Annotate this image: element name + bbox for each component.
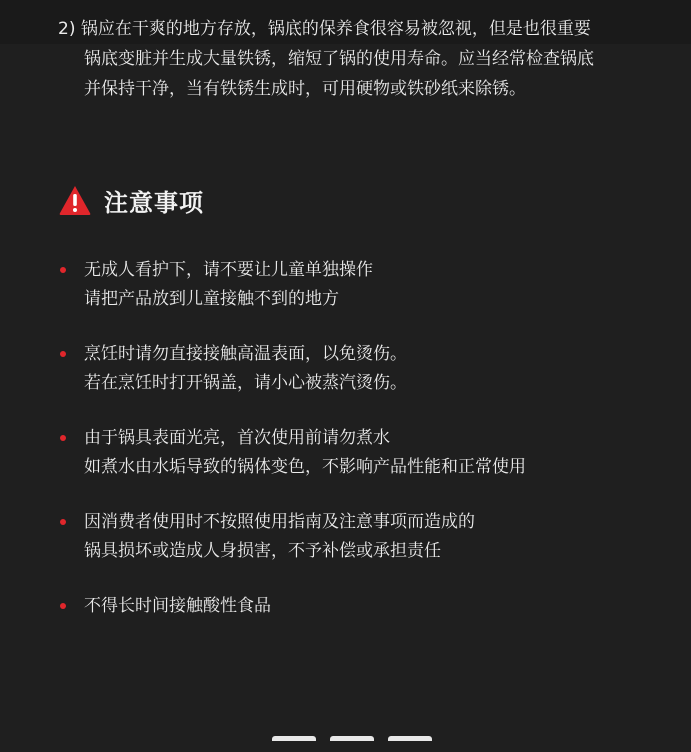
warning-triangle-icon — [58, 184, 92, 216]
bullet-icon — [60, 267, 66, 273]
bullet-icon — [60, 603, 66, 609]
item-line: 因消费者使用时不按照使用指南及注意事项而造成的 — [84, 512, 475, 532]
item-line: 烹饪时请勿直接接触高温表面，以免烫伤。 — [84, 344, 407, 364]
cropped-glyph — [272, 736, 316, 749]
list-item — [60, 256, 680, 314]
bullet-icon — [60, 519, 66, 525]
cropped-glyph — [388, 736, 432, 749]
care-instructions — [58, 14, 688, 104]
bullet-icon — [60, 435, 66, 441]
care-line: 并保持干净，当有铁锈生成时，可用硬物或铁砂纸来除锈。 — [84, 79, 526, 99]
list-item — [60, 592, 680, 621]
item-line: 请把产品放到儿童接触不到的地方 — [84, 289, 339, 309]
item-line: 不得长时间接触酸性食品 — [84, 596, 271, 616]
list-item — [60, 340, 680, 398]
care-line: 2) 锅应在干爽的地方存放，锅底的保养食很容易被忽视，但是也很重要 — [58, 19, 591, 39]
cropped-glyph — [330, 736, 374, 749]
bullet-icon — [60, 351, 66, 357]
warning-title: 注意事项 — [104, 188, 204, 217]
care-line: 锅底变脏并生成大量铁锈，缩短了锅的使用寿命。应当经常检查锅底 — [84, 49, 594, 69]
precautions-list — [60, 256, 680, 647]
item-line: 无成人看护下，请不要让儿童单独操作 — [84, 260, 373, 280]
item-line: 如煮水由水垢导致的锅体变色，不影响产品性能和正常使用 — [84, 457, 526, 477]
item-line: 若在烹饪时打开锅盖，请小心被蒸汽烫伤。 — [84, 373, 407, 393]
warning-heading — [58, 180, 204, 220]
list-item — [60, 424, 680, 482]
list-item — [60, 508, 680, 566]
item-line: 锅具损坏或造成人身损害，不予补偿或承担责任 — [84, 541, 441, 561]
next-section-heading-cropped — [272, 722, 462, 752]
item-line: 由于锅具表面光亮，首次使用前请勿煮水 — [84, 428, 390, 448]
